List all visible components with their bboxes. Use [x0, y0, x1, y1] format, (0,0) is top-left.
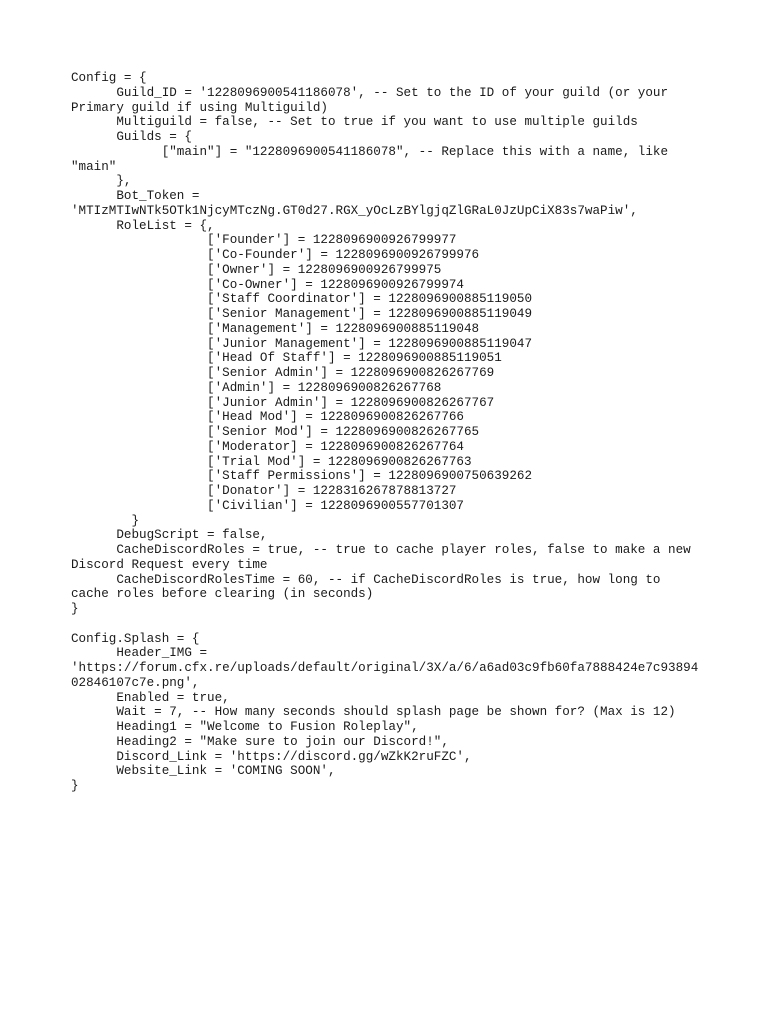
code-line: ['Junior Admin'] = 1228096900826267767	[71, 395, 495, 410]
code-line: Guilds = {	[71, 130, 192, 144]
code-line: ['Senior Management'] = 1228096900885119049	[71, 307, 533, 321]
code-line: cache roles before clearing (in seconds)	[71, 587, 374, 602]
code-line: 02846107c7e.png',	[71, 675, 200, 690]
code-line: ['Staff Coordinator'] = 1228096900885119050	[71, 292, 533, 307]
code-line: Discord_Link = 'https://discord.gg/wZkK2ruFZC',	[71, 749, 472, 764]
code-line: Discord Request every time	[71, 557, 268, 572]
code-text-block	[71, 71, 711, 794]
code-line: ['Moderator] = 1228096900826267764	[71, 439, 464, 454]
code-line: Guild_ID = '1228096900541186078', -- Set to the ID of your guild (or your	[71, 85, 669, 100]
code-line: ["main"] = "1228096900541186078", -- Replace this with a name, like	[71, 144, 669, 159]
code-line: 'MTIzMTIwNTk5OTk1NjcyMTczNg.GT0d27.RGX_yOcLzBYlgjqZlGRaL0JzUpCiX83s7waPiw',	[71, 203, 638, 218]
code-line: ['Admin'] = 1228096900826267768	[71, 380, 442, 395]
code-line: CacheDiscordRolesTime = 60, -- if CacheDiscordRoles is true, how long to	[71, 572, 661, 587]
code-line: Website_Link = 'COMING SOON',	[71, 764, 336, 779]
code-line: 'https://forum.cfx.re/uploads/default/original/3X/a/6/a6ad03c9fb60fa7888424e7c93894	[71, 661, 699, 675]
code-line: ['Donator'] = 1228316267878813727	[71, 484, 457, 498]
code-line: Primary guild if using Multiguild)	[71, 100, 328, 115]
code-line: },	[71, 174, 132, 189]
code-line: Config.Splash = {	[71, 631, 200, 646]
code-line: DebugScript = false,	[71, 528, 268, 543]
code-line: }	[71, 779, 79, 793]
code-line: RoleList = {,	[71, 218, 215, 233]
code-line: "main"	[71, 159, 117, 174]
code-line: Wait = 7, -- How many seconds should splash page be shown for? (Max is 12)	[71, 705, 676, 720]
code-line: ['Junior Management'] = 1228096900885119047	[71, 336, 533, 351]
code-line: ['Staff Permissions'] = 1228096900750639262	[71, 469, 533, 484]
code-line: Bot_Token =	[71, 189, 200, 203]
code-line: ['Head Mod'] = 1228096900826267766	[71, 410, 464, 425]
code-line: Multiguild = false, -- Set to true if you want to use multiple guilds	[71, 115, 638, 130]
code-line: Config = {	[71, 71, 147, 85]
code-line: Heading1 = "Welcome to Fusion Roleplay",	[71, 720, 419, 734]
code-line: }	[71, 602, 79, 616]
code-line: }	[71, 513, 140, 528]
code-line	[71, 617, 711, 632]
code-line: ['Senior Mod'] = 1228096900826267765	[71, 425, 480, 439]
code-line: Heading2 = "Make sure to join our Discord!",	[71, 734, 449, 749]
code-line: ['Founder'] = 1228096900926799977	[71, 233, 457, 248]
code-line: ['Co-Owner'] = 1228096900926799974	[71, 277, 464, 292]
code-line: CacheDiscordRoles = true, -- true to cache player roles, false to make a new	[71, 543, 691, 557]
code-line: ['Co-Founder'] = 1228096900926799976	[71, 248, 480, 262]
code-line: Enabled = true,	[71, 690, 230, 705]
code-line: ['Trial Mod'] = 1228096900826267763	[71, 454, 472, 469]
code-line: ['Civilian'] = 1228096900557701307	[71, 498, 464, 513]
code-line: ['Management'] = 1228096900885119048	[71, 321, 480, 336]
code-line: ['Senior Admin'] = 1228096900826267769	[71, 366, 495, 380]
code-line: ['Owner'] = 1228096900926799975	[71, 262, 442, 277]
code-line: ['Head Of Staff'] = 1228096900885119051	[71, 351, 502, 366]
code-line: Header_IMG =	[71, 646, 208, 661]
